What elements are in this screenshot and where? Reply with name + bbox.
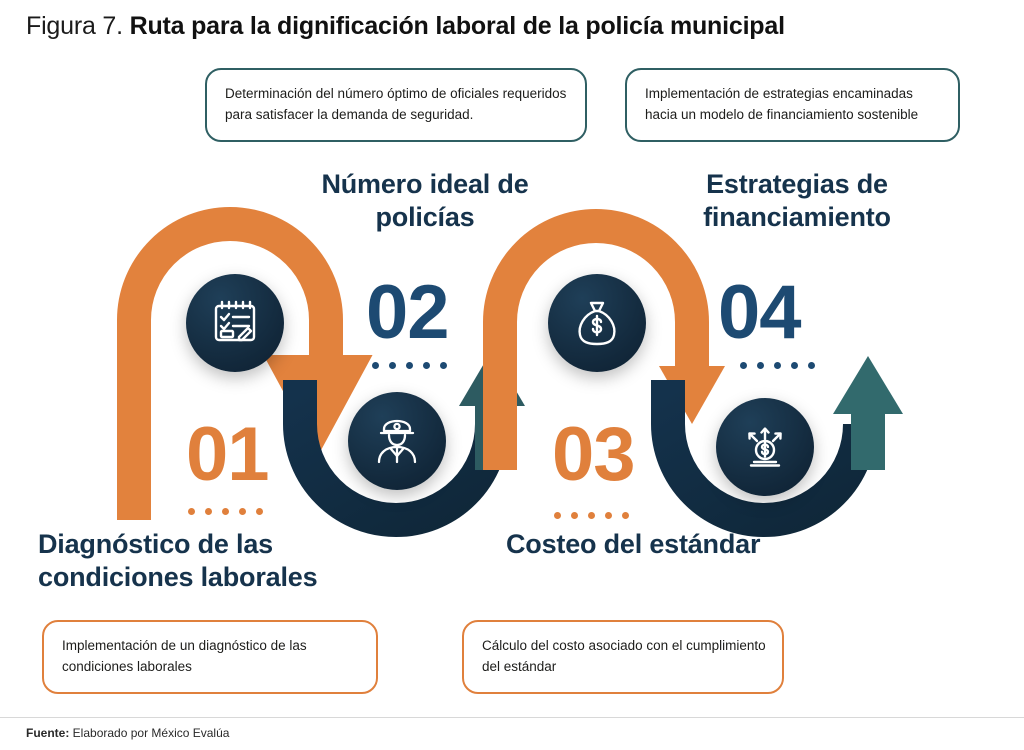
stage-number-01: 01	[186, 412, 269, 497]
police-officer-icon	[370, 414, 424, 468]
dot-separator-02	[372, 362, 447, 369]
stage-heading-02: Número ideal de policías	[321, 169, 529, 232]
stage-callout-01: Implementación de un diagnóstico de las condiciones laborales	[42, 620, 378, 694]
stage-icon-03[interactable]	[548, 274, 646, 372]
dot-separator-04	[740, 362, 815, 369]
checklist-clipboard-icon	[208, 296, 262, 350]
stage-icon-04[interactable]	[716, 398, 814, 496]
stage-heading-04: Estrategias de financiamiento	[703, 169, 891, 232]
stage-number-03: 03	[552, 412, 635, 497]
stage-icon-01[interactable]	[186, 274, 284, 372]
figure-title: Ruta para la dignificación laboral de la policía municipal	[129, 12, 785, 40]
stage-callout-04: Implementación de estrategias encaminadas hacia un modelo de financiamiento sostenible	[625, 68, 960, 142]
footer-divider	[0, 717, 1024, 718]
stage-heading-01: Diagnóstico de las condiciones laborales	[38, 529, 318, 592]
dot-separator-01	[188, 508, 263, 515]
funding-distribution-icon	[738, 420, 792, 474]
source-text: Elaborado por México Evalúa	[69, 726, 230, 740]
source-note	[26, 726, 229, 740]
figure-label: Figura 7.	[26, 12, 123, 40]
stage-number-02: 02	[366, 270, 449, 355]
stage-callout-02: Determinación del número óptimo de oficiales requeridos para satisfacer la demanda de seguridad.	[205, 68, 587, 142]
stage-heading-03: Costeo del estándar	[506, 529, 761, 559]
stage-icon-02[interactable]	[348, 392, 446, 490]
money-bag-icon	[570, 296, 624, 350]
stage-callout-03: Cálculo del costo asociado con el cumplimiento del estándar	[462, 620, 784, 694]
source-label: Fuente:	[26, 726, 70, 740]
stage-number-04: 04	[718, 270, 801, 355]
dot-separator-03	[554, 512, 629, 519]
